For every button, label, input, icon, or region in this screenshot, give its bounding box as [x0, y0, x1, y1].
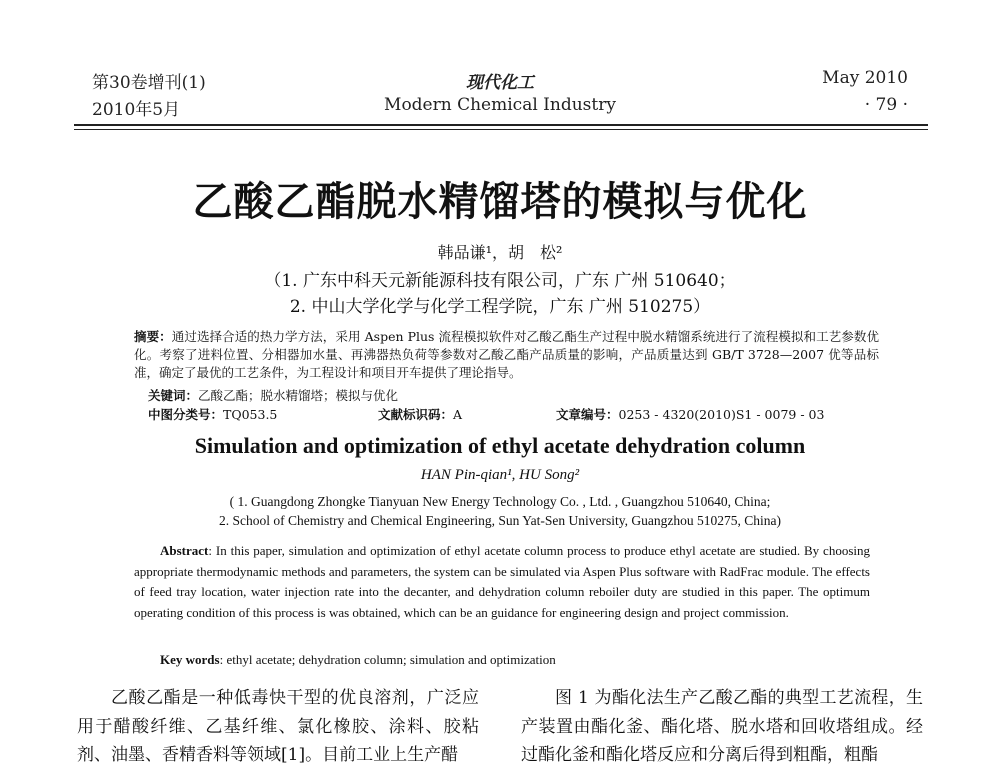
- abstract-en-label: Abstract: [160, 543, 209, 558]
- abstract-cn: [134, 328, 879, 382]
- authors-cn: 韩品谦¹，胡 松²: [437, 243, 563, 262]
- keywords-en-text: : ethyl acetate; dehydration column; simulation and optimization: [219, 652, 556, 667]
- keywords-en: [160, 652, 556, 668]
- volume-info: 第30卷增刊(1): [92, 73, 206, 93]
- article-no-value: 0253 - 4320(2010)S1 - 0079 - 03: [618, 407, 825, 422]
- affiliation-cn-2: 2. 中山大学化学与化学工程学院，广东 广州 510275）: [289, 297, 711, 317]
- keywords-cn-text: 乙酸乙酯；脱水精馏塔；模拟与优化: [198, 388, 399, 403]
- article-no-label: 文章编号：: [556, 407, 619, 422]
- header-rule-thick: [74, 124, 928, 126]
- authors-en: HAN Pin-qian¹, HU Song²: [420, 467, 580, 483]
- body-right-column: 图 1 为酯化法生产乙酸乙酯的典型工艺流程，生产装置由酯化釜、酯化塔、脱水塔和回收塔组成。经过酯化釜和酯化塔反应和分离后得到粗酯，粗酯: [521, 688, 923, 765]
- article-title-en: Simulation and optimization of ethyl acetate dehydration column: [194, 433, 806, 458]
- keywords-cn-label: 关键词：: [148, 388, 199, 403]
- abstract-en-text: : In this paper, simulation and optimization of ethyl acetate column process to produce ethyl acetate are studied. By choosing appropriate thermodynamic methods and parameters, the system can be simulated via Aspen Plus software with RadFrac module. The effects of feed tray location, water injection rate into the decanter, and dehydration column reboiler duty are studied in this paper. The optimum operating condition of this process is was obtained, which can be an guidance for engineering design and project commission.: [134, 543, 870, 620]
- article-title-cn: 乙酸乙酯脱水精馏塔的模拟与优化: [192, 179, 808, 225]
- issue-date-cn: 2010年5月: [92, 100, 181, 120]
- issue-date-en: May 2010: [822, 68, 908, 88]
- doc-code-value: A: [453, 407, 463, 422]
- affiliation-en-1: ( 1. Guangdong Zhongke Tianyuan New Energy Technology Co. , Ltd. , Guangzhou 510640, China;: [229, 494, 771, 509]
- clc-number: [148, 405, 277, 423]
- page-number: · 79 ·: [864, 95, 908, 115]
- affiliation-en-2: 2. School of Chemistry and Chemical Engineering, Sun Yat-Sen University, Guangzhou 510275, China): [219, 513, 781, 528]
- clc-value: TQ053.5: [223, 407, 278, 422]
- abstract-cn-label: 摘要：: [134, 329, 172, 344]
- journal-name-cn: 现代化工: [466, 73, 534, 93]
- journal-name-en: Modern Chemical Industry: [384, 95, 616, 115]
- abstract-en: [134, 541, 870, 623]
- header-rule-thin: [74, 129, 928, 130]
- abstract-cn-text: 通过选择合适的热力学方法，采用 Aspen Plus 流程模拟软件对乙酸乙酯生产过程中脱水精馏系统进行了流程模拟和工艺参数优化。考察了进料位置、分相器加水量、再沸器热负荷等参数对乙酸乙酯产品质量的影响，产品质量达到 GB/T 3728—2007 优等品标准，确定了最优的工艺条件，为工程设计和项目开车提供了理论指导。: [134, 329, 879, 380]
- clc-label: 中图分类号：: [148, 407, 224, 422]
- affiliation-cn-1: （1. 广东中科天元新能源科技有限公司，广东 广州 510640；: [264, 271, 736, 291]
- keywords-en-label: Key words: [160, 652, 220, 667]
- body-left-column: 乙酸乙酯是一种低毒快干型的优良溶剂，广泛应用于醋酸纤维、乙基纤维、氯化橡胶、涂料、胶粘剂、油墨、香精香料等领域[1]。目前工业上生产醋: [77, 688, 479, 765]
- article-number: [556, 405, 824, 423]
- document-code: [378, 405, 462, 423]
- doc-code-label: 文献标识码：: [378, 407, 454, 422]
- keywords-cn: [148, 386, 398, 404]
